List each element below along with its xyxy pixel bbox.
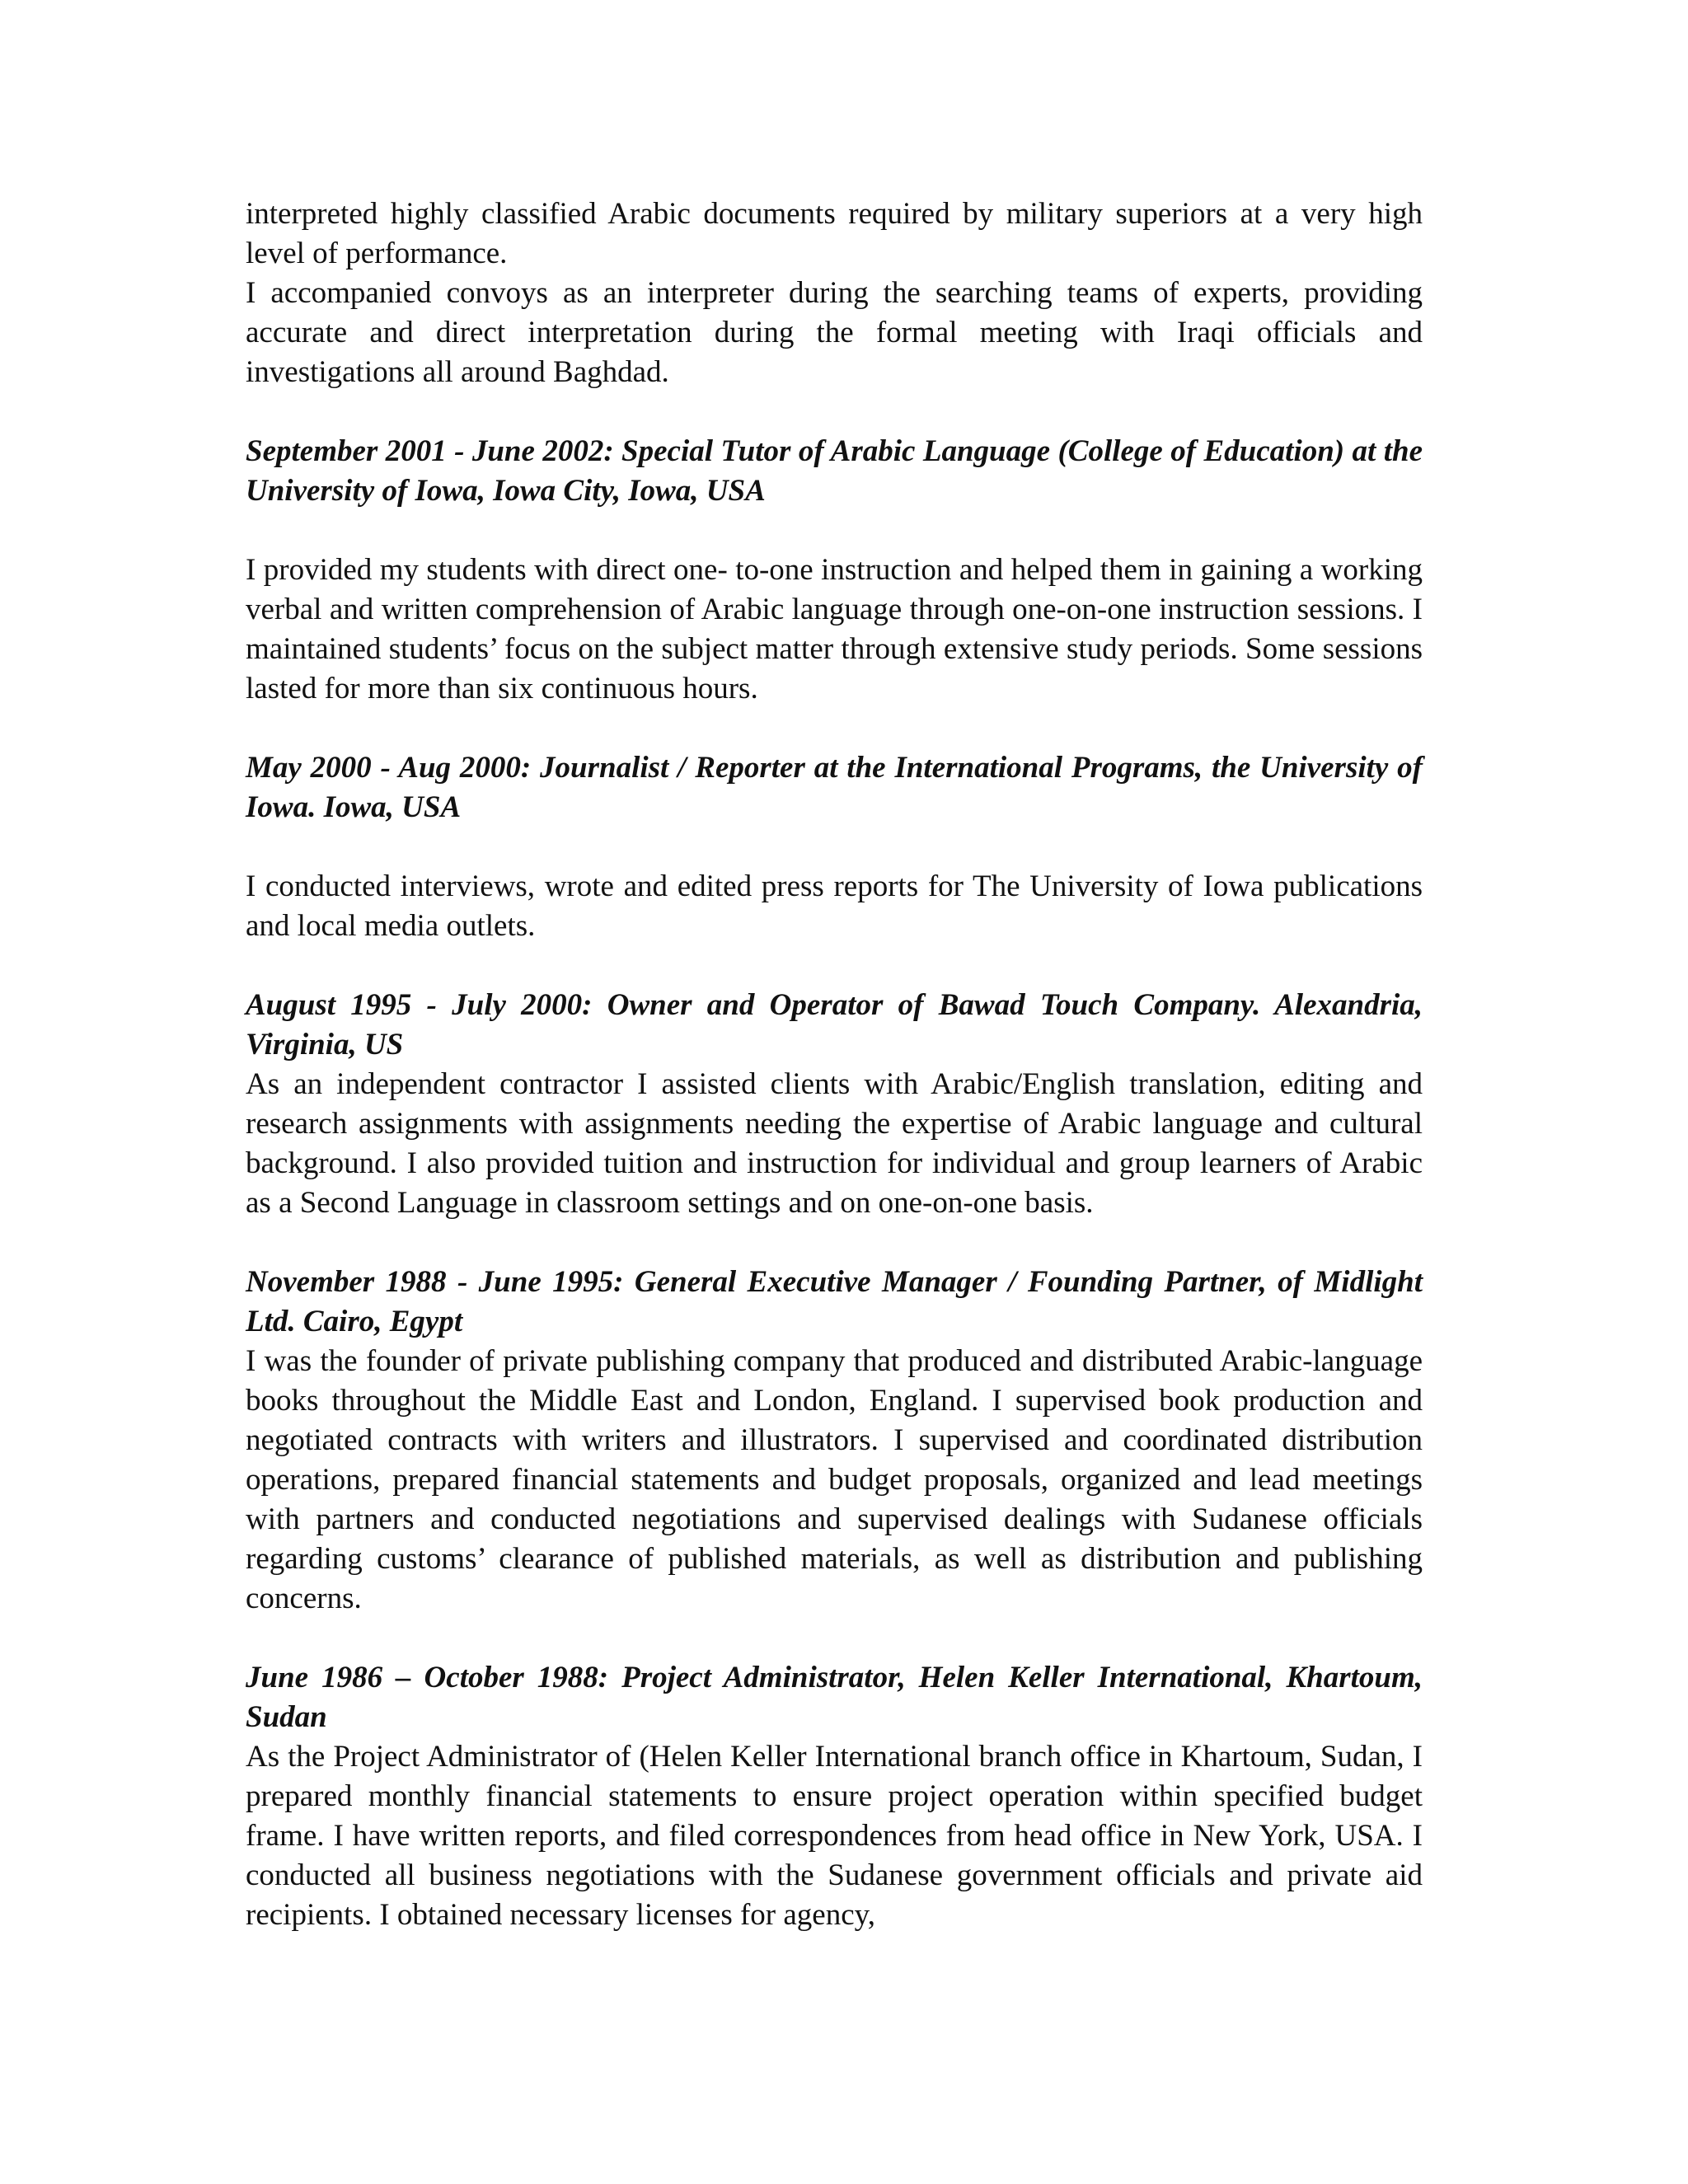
entry-body-midlight: I was the founder of private publishing company that produced and distributed Arabic-language books throughout the Middle East and London, England. I supervised book production and negotiated contracts with writers and illustrators. I supervised and coordinated distribution operations, prepared financial statements and budget proposals, organized and lead meetings with partners and conducted negotiations and supervised dealings with Sudanese officials regarding customs’ clearance of published materials, as well as distribution and publishing concerns. [246, 1344, 1423, 1615]
entry-heading-midlight: November 1988 - June 1995: General Executive Manager / Founding Partner, of Midlight Ltd. Cairo, Egypt [246, 1265, 1423, 1338]
entry-body-bawad: As an independent contractor I assisted clients with Arabic/English translation, editing and research assignments with assignments needing the expertise of Arabic language and cultural background. I also provided tuition and instruction for individual and group learners of Arabic as a Second Language in classroom settings and on one-on-one basis. [246, 1067, 1423, 1220]
spacer [246, 827, 1423, 867]
entry-heading-bawad: August 1995 - July 2000: Owner and Operator of Bawad Touch Company. Alexandria, Virginia, US [246, 988, 1423, 1062]
spacer [246, 1223, 1423, 1263]
entry-body-journalist: I conducted interviews, wrote and edited press reports for The University of Iowa publications and local media outlets. [246, 869, 1423, 943]
entry-heading-journalist: May 2000 - Aug 2000: Journalist / Reporter at the International Programs, the University of Iowa. Iowa, USA [246, 751, 1423, 824]
spacer [246, 946, 1423, 986]
intro-paragraph-2: I accompanied convoys as an interpreter during the searching teams of experts, providing accurate and direct interpretation during the formal meeting with Iraqi officials and investigations all around Baghdad. [246, 276, 1423, 389]
spacer [246, 511, 1423, 551]
entry-heading-tutor: September 2001 - June 2002: Special Tutor of Arabic Language (College of Education) at the University of Iowa, Iowa City, Iowa, USA [246, 434, 1423, 508]
spacer [246, 392, 1423, 432]
intro-paragraph-1: interpreted highly classified Arabic documents required by military superiors at a very high level of performance. [246, 197, 1423, 270]
spacer [246, 709, 1423, 748]
spacer [246, 1619, 1423, 1658]
entry-heading-helen-keller: June 1986 – October 1988: Project Administrator, Helen Keller International, Khartoum, Sudan [246, 1661, 1423, 1734]
entry-body-helen-keller: As the Project Administrator of (Helen Keller International branch office in Khartoum, Sudan, I prepared monthly financial statements to ensure project operation within specified budget frame. I have written reports, and filed correspondences from head office in New York, USA. I conducted all business negotiations with the Sudanese government officials and private aid recipients. I obtained necessary licenses for agency, [246, 1740, 1423, 1932]
document-page [246, 194, 1423, 1935]
entry-body-tutor: I provided my students with direct one- to-one instruction and helped them in gaining a working verbal and written comprehension of Arabic language through one-on-one instruction sessions. I maintained students’ focus on the subject matter through extensive study periods. Some sessions lasted for more than six continuous hours. [246, 553, 1423, 705]
